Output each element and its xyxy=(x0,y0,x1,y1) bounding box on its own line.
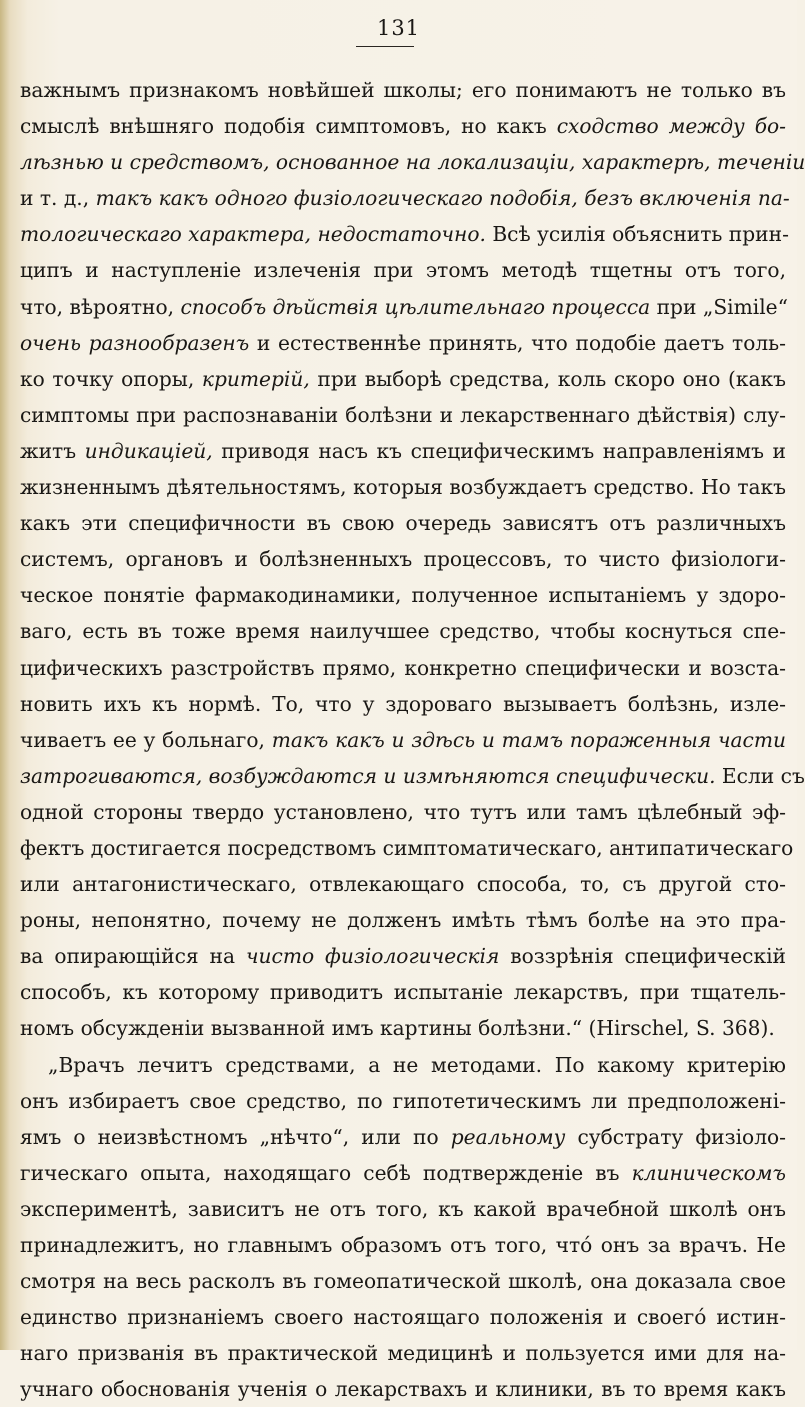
text-segment: житъ xyxy=(20,438,85,463)
text-line xyxy=(20,397,786,433)
italic-text-segment: способъ дѣйствія цѣлительнаго процесса xyxy=(180,294,651,319)
text-line xyxy=(20,505,786,541)
text-segment: чиваетъ ее у больнаго, xyxy=(20,727,272,752)
text-segment: приводя насъ къ специфическимъ направленіямъ и xyxy=(212,438,786,463)
text-line xyxy=(20,613,786,649)
text-segment: учнаго обоснованія ученія о лекарствахъ и клиники, въ то время какъ xyxy=(20,1377,786,1402)
text-line xyxy=(20,902,786,938)
text-line xyxy=(20,1083,786,1119)
text-segment: воззрѣнія специфическій xyxy=(499,944,786,969)
text-line xyxy=(20,1047,786,1083)
text-line xyxy=(20,180,790,216)
text-segment: способъ, къ которому приводитъ испытаніе лекарствъ, при тщатель- xyxy=(20,980,786,1005)
text-line xyxy=(20,830,794,866)
italic-text-segment: очень разнообразенъ xyxy=(20,330,250,355)
text-segment: ципъ и наступленіе излеченія при этомъ методѣ тщетны отъ того, xyxy=(20,258,786,283)
text-line xyxy=(20,72,786,108)
text-segment: жизненнымъ дѣятельностямъ, которыя возбуждаетъ средство. Но такъ xyxy=(20,475,786,500)
text-segment: или антагонистическаго, отвлекающаго способа, то, съ другой сто- xyxy=(20,872,786,897)
text-segment: ческое понятіе фармакодинамики, полученное испытаніемъ у здоро- xyxy=(20,583,786,608)
text-line xyxy=(20,938,786,974)
text-line xyxy=(20,289,786,325)
text-segment: субстрату физіоло- xyxy=(565,1124,787,1149)
text-line xyxy=(20,722,786,758)
text-line xyxy=(20,216,789,252)
text-segment: важнымъ признакомъ новѣйшей школы; его понимаютъ не только въ xyxy=(20,78,786,102)
text-line xyxy=(20,469,786,505)
text-line xyxy=(20,866,786,902)
italic-text-segment: такъ какъ и здѣсь и тамъ пораженныя части xyxy=(271,727,786,752)
italic-text-segment: затрогиваются, возбуждаются и измѣняются специфически. xyxy=(20,763,716,788)
text-segment: при „Simile“ xyxy=(650,294,788,319)
text-segment: какъ эти специфичности въ свою очередь зависятъ отъ различныхъ xyxy=(20,511,786,536)
page-number-underline xyxy=(356,46,414,47)
text-line xyxy=(20,144,805,180)
text-line xyxy=(20,108,786,144)
text-segment: „Врачъ лечитъ средствами, а не методами. По какому критерію xyxy=(48,1052,786,1077)
text-line xyxy=(20,1299,786,1335)
text-segment: фектъ достигается посредствомъ симптоматическаго, антипатическаго xyxy=(20,835,794,860)
text-segment: Всѣ усилія объяснить прин- xyxy=(485,222,789,247)
italic-text-segment: клиническомъ xyxy=(631,1160,786,1185)
page-number: 131 xyxy=(376,16,421,40)
text-line xyxy=(20,1335,786,1371)
italic-text-segment: критерій, xyxy=(201,366,310,391)
text-line xyxy=(20,325,786,361)
text-line xyxy=(20,650,786,686)
italic-text-segment: реальному xyxy=(450,1124,566,1149)
italic-text-segment: индикаціей, xyxy=(84,438,213,463)
text-segment: номъ обсужденіи вызванной имъ картины болѣзни.“ (Hirschel, S. 368). xyxy=(20,1016,775,1041)
text-segment: гическаго опыта, находящаго себѣ подтвержденіе въ xyxy=(20,1160,632,1185)
text-line xyxy=(20,1191,786,1227)
text-line xyxy=(20,541,786,577)
text-segment: симптомы при распознаваніи болѣзни и лекарственнаго дѣйствія) слу- xyxy=(20,402,786,427)
italic-text-segment: такъ какъ одного физіологическаго подобія, безъ включенія па- xyxy=(95,186,790,211)
text-segment: роны, непонятно, почему не долженъ имѣть тѣмъ болѣе на это пра- xyxy=(20,908,786,933)
text-segment: ваго, есть въ тоже время наилучшее средство, чтобы коснуться спе- xyxy=(20,619,786,644)
text-segment: смотря на весь расколъ въ гомеопатической школѣ, она доказала свое xyxy=(20,1269,786,1294)
italic-text-segment: сходство между бо- xyxy=(556,114,786,139)
text-line xyxy=(20,1010,786,1046)
text-segment: новить ихъ къ нормѣ. То, что у здороваго вызываетъ болѣзнь, изле- xyxy=(20,691,786,716)
text-line xyxy=(20,686,786,722)
text-line xyxy=(20,433,786,469)
text-line xyxy=(20,1227,786,1263)
text-segment: наго призванія въ практической медицинѣ и пользуется ими для на- xyxy=(20,1341,786,1366)
body-text xyxy=(20,72,805,1407)
text-segment: Если съ xyxy=(715,763,805,788)
italic-text-segment: лѣзнью и средствомъ, основанное на локализаціи, характерѣ, теченіи xyxy=(20,150,805,175)
text-segment: онъ избираетъ свое средство, по гипотетическимъ ли предположені- xyxy=(20,1088,786,1113)
text-line xyxy=(20,1371,786,1407)
text-segment: и т. д., xyxy=(20,186,96,211)
text-line xyxy=(20,1119,786,1155)
text-segment: и естественнѣе принять, что подобіе даетъ толь- xyxy=(249,330,786,355)
italic-text-segment: тологическаго характера, недостаточно. xyxy=(20,222,486,247)
text-segment: смыслѣ внѣшняго подобія симптомовъ, но какъ xyxy=(20,114,557,139)
text-line xyxy=(20,361,786,397)
text-line xyxy=(20,1155,786,1191)
text-line xyxy=(20,1263,786,1299)
text-segment: экспериментѣ, зависитъ не отъ того, къ какой врачебной школѣ онъ xyxy=(20,1196,786,1221)
text-segment: ямъ о неизвѣстномъ „нѣчто“, или по xyxy=(20,1124,451,1149)
text-segment: что, вѣроятно, xyxy=(20,294,181,319)
text-segment: при выборѣ средства, коль скоро оно (какъ xyxy=(309,366,786,391)
text-segment: системъ, органовъ и болѣзненныхъ процессовъ, то чисто физіологи- xyxy=(20,547,786,572)
text-line xyxy=(20,252,786,288)
italic-text-segment: чисто физіологическія xyxy=(245,944,500,969)
text-line xyxy=(20,577,786,613)
text-line xyxy=(20,974,786,1010)
text-segment: единство признаніемъ своего настоящаго положенія и своего́ истин- xyxy=(20,1305,786,1330)
text-segment: цифическихъ разстройствъ прямо, конкретно специфически и возста- xyxy=(20,655,786,680)
text-segment: ко точку опоры, xyxy=(20,366,202,391)
text-segment: ва опирающійся на xyxy=(20,944,246,969)
text-segment: одной стороны твердо установлено, что тутъ или тамъ цѣлебный эф- xyxy=(20,799,786,824)
text-segment: принадлежитъ, но главнымъ образомъ отъ того, что́ онъ за врачъ. Не xyxy=(20,1233,786,1257)
text-line xyxy=(20,758,805,794)
text-line xyxy=(20,794,786,830)
